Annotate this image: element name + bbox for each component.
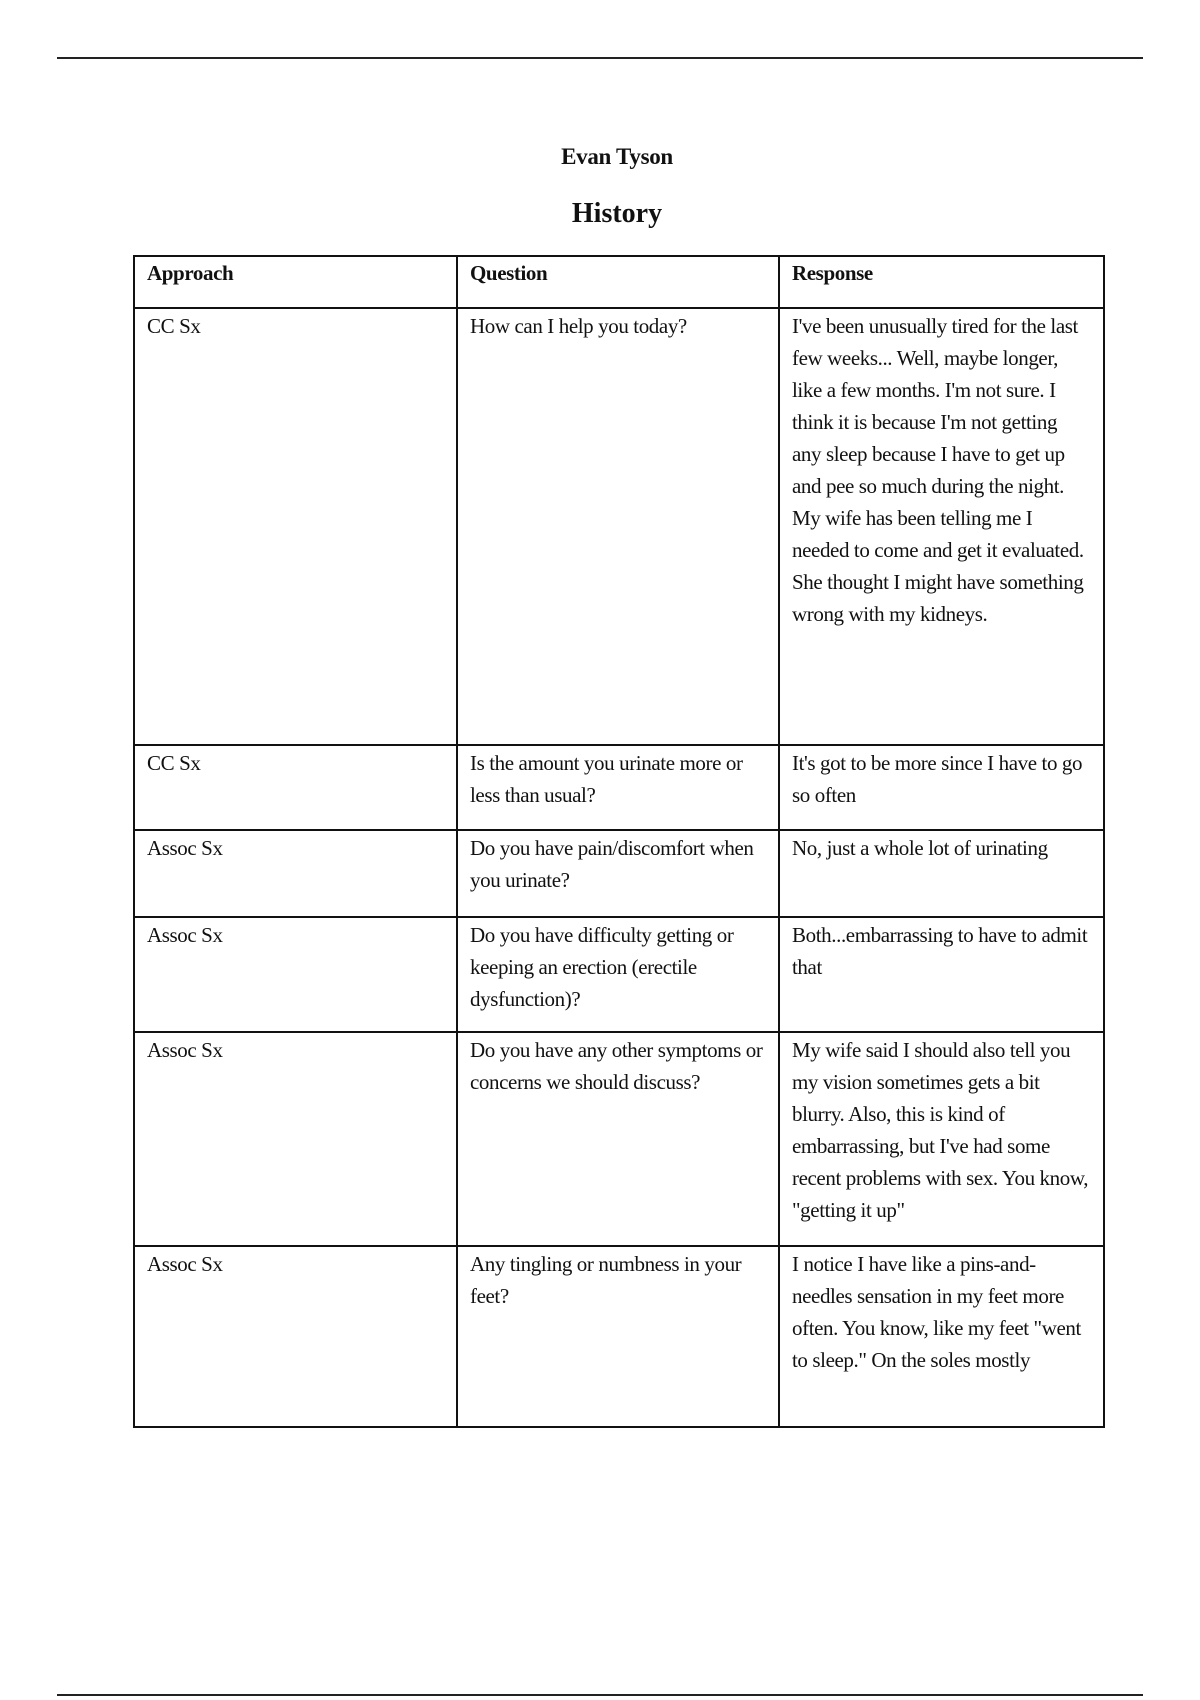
column-header-approach: Approach <box>134 256 457 308</box>
question-cell: Do you have pain/discomfort when you urinate? <box>457 830 779 917</box>
response-cell: I notice I have like a pins-and-needles sensation in my feet more often. You know, like my feet "went to sleep." On the soles mostly <box>779 1246 1104 1427</box>
table-row <box>134 308 1104 745</box>
response-cell: Both...embarrassing to have to admit that <box>779 917 1104 1032</box>
table-header-row <box>134 256 1104 308</box>
question-cell: Do you have any other symptoms or concerns we should discuss? <box>457 1032 779 1246</box>
response-cell: My wife said I should also tell you my vision sometimes gets a bit blurry. Also, this is kind of embarrassing, but I've had some recent problems with sex. You know, "getting it up" <box>779 1032 1104 1246</box>
question-cell: Is the amount you urinate more or less than usual? <box>457 745 779 830</box>
approach-cell: Assoc Sx <box>134 917 457 1032</box>
page-title: History <box>571 198 663 229</box>
top-rule <box>57 57 1143 59</box>
question-cell: Do you have difficulty getting or keeping an erection (erectile dysfunction)? <box>457 917 779 1032</box>
question-cell: How can I help you today? <box>457 308 779 745</box>
column-header-response: Response <box>779 256 1104 308</box>
history-table <box>133 255 1105 1428</box>
table-row <box>134 1032 1104 1246</box>
table-row <box>134 1246 1104 1427</box>
question-cell: Any tingling or numbness in your feet? <box>457 1246 779 1427</box>
approach-cell: CC Sx <box>134 745 457 830</box>
table-row <box>134 917 1104 1032</box>
response-cell: It's got to be more since I have to go so often <box>779 745 1104 830</box>
response-cell: No, just a whole lot of urinating <box>779 830 1104 917</box>
approach-cell: Assoc Sx <box>134 1032 457 1246</box>
approach-cell: Assoc Sx <box>134 1246 457 1427</box>
approach-cell: Assoc Sx <box>134 830 457 917</box>
table-row <box>134 745 1104 830</box>
bottom-rule <box>57 1694 1143 1696</box>
column-header-question: Question <box>457 256 779 308</box>
approach-cell: CC Sx <box>134 308 457 745</box>
patient-name: Evan Tyson <box>561 144 673 169</box>
response-cell: I've been unusually tired for the last few weeks... Well, maybe longer, like a few months. I'm not sure. I think it is because I'm not getting any sleep because I have to get up and pee so much during the night. My wife has been telling me I needed to come and get it evaluated. She thought I might have something wrong with my kidneys. <box>779 308 1104 745</box>
table-row <box>134 830 1104 917</box>
